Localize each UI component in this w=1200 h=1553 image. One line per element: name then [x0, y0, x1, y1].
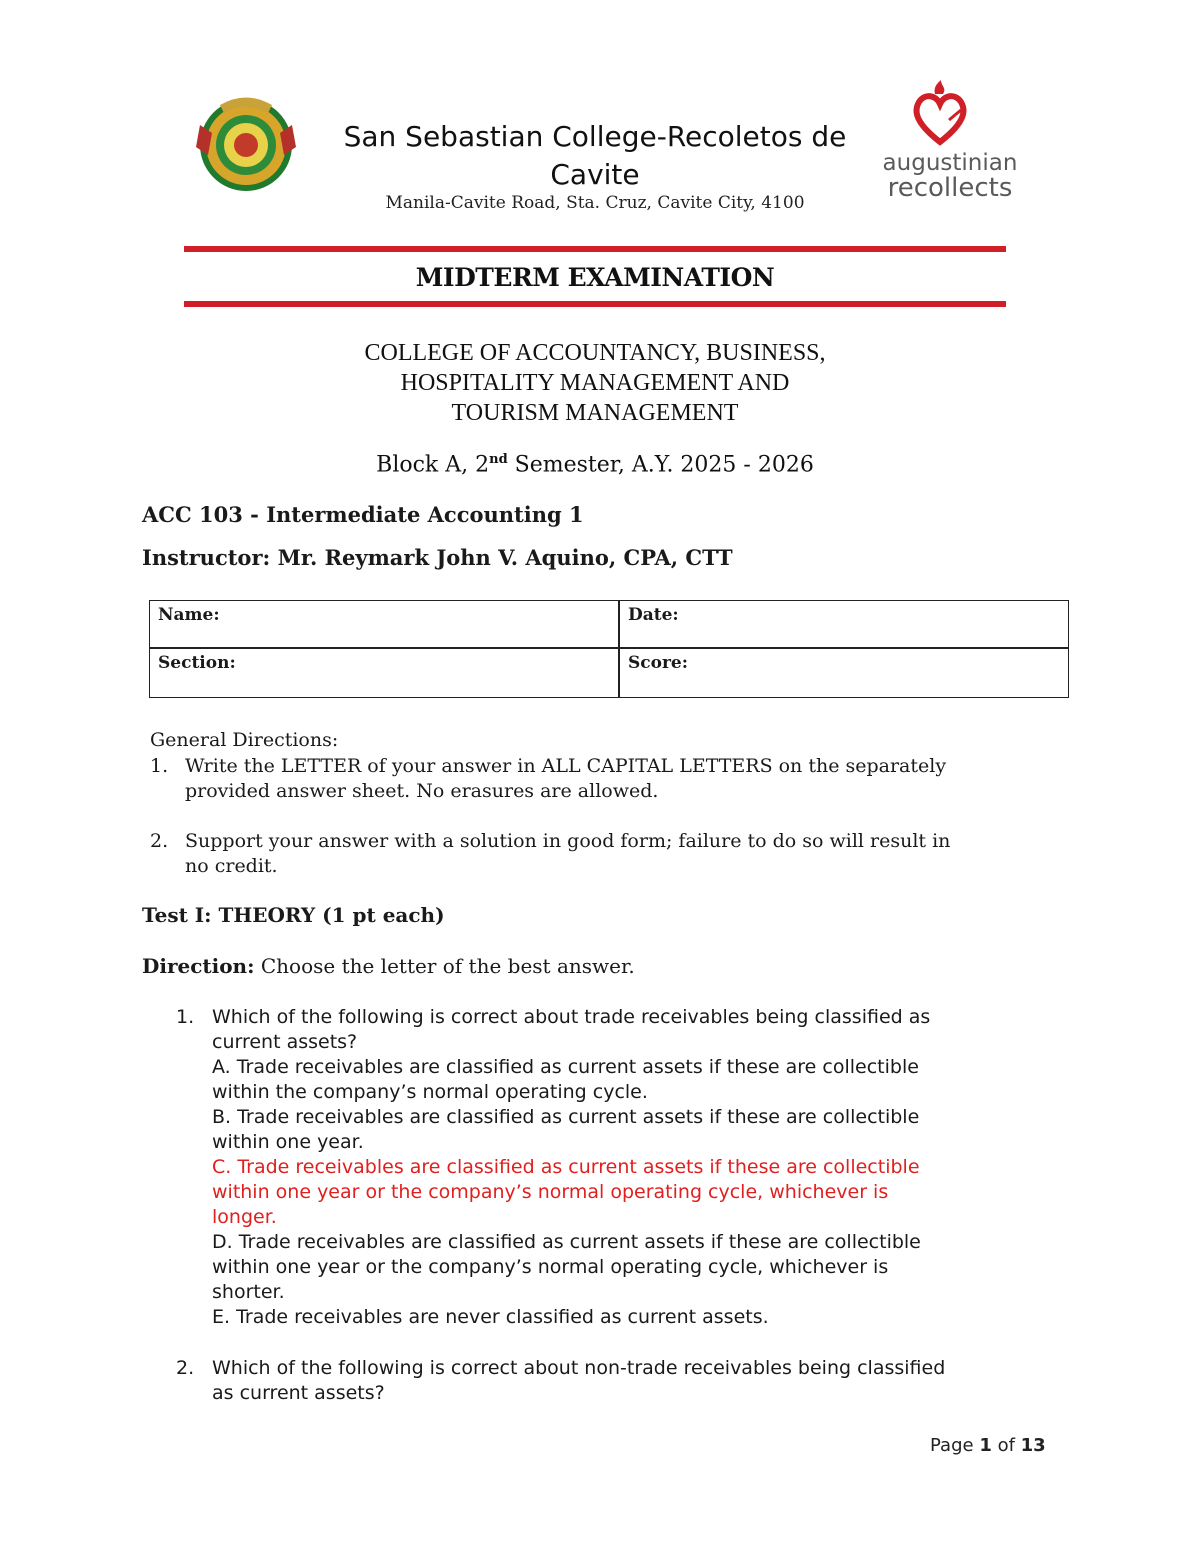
test-direction: Direction: Choose the letter of the best answer.	[142, 954, 635, 978]
test-heading: Test I: THEORY (1 pt each)	[142, 903, 445, 927]
direction-item-2-num: 2.	[150, 830, 169, 852]
question-2-num: 2.	[176, 1357, 195, 1379]
college-seal-logo	[190, 85, 302, 197]
question-1-num: 1.	[176, 1006, 195, 1028]
section-field-label[interactable]: Section:	[158, 653, 236, 673]
option-d-line3: shorter.	[212, 1281, 285, 1303]
option-a-line1: A. Trade receivables are classified as current assets if these are collectible	[212, 1056, 919, 1078]
college-line2: HOSPITALITY MANAGEMENT AND	[400, 370, 790, 396]
brand-text-line2: recollects	[887, 173, 1013, 203]
page-number: Page 1 of 13	[930, 1435, 1046, 1456]
option-b-line1: B. Trade receivables are classified as current assets if these are collectible	[212, 1106, 920, 1128]
course-title: ACC 103 - Intermediate Accounting 1	[142, 502, 584, 527]
name-field-label[interactable]: Name:	[158, 605, 220, 625]
date-field-label[interactable]: Date:	[628, 605, 679, 625]
option-c-line1-correct: C. Trade receivables are classified as current assets if these are collectible	[212, 1156, 920, 1178]
direction-item-1-line2: provided answer sheet. No erasures are allowed.	[185, 780, 659, 802]
question-2-stem-line2: as current assets?	[212, 1382, 385, 1404]
college-line1: COLLEGE OF ACCOUNTANCY, BUSINESS,	[364, 340, 826, 366]
direction-item-1-num: 1.	[150, 755, 169, 777]
student-info-table	[149, 600, 1069, 698]
bottom-divider	[184, 301, 1006, 307]
question-2-stem-line1: Which of the following is correct about non-trade receivables being classified	[212, 1357, 946, 1379]
option-e-line1: E. Trade receivables are never classified as current assets.	[212, 1306, 769, 1328]
question-1-stem-line2: current assets?	[212, 1031, 358, 1053]
option-a-line2: within the company’s normal operating cycle.	[212, 1081, 648, 1103]
option-d-line2: within one year or the company’s normal operating cycle, whichever is	[212, 1256, 889, 1278]
option-c-line2-correct: within one year or the company’s normal operating cycle, whichever is	[212, 1181, 889, 1203]
direction-item-1-line1: Write the LETTER of your answer in ALL CAPITAL LETTERS on the separately	[185, 755, 947, 777]
flaming-heart-icon	[905, 80, 975, 150]
option-b-line2: within one year.	[212, 1131, 364, 1153]
directions-heading: General Directions:	[150, 729, 339, 751]
question-1-stem-line1: Which of the following is correct about trade receivables being classified as	[212, 1006, 931, 1028]
instructor-line: Instructor: Mr. Reymark John V. Aquino, CPA, CTT	[142, 545, 733, 570]
top-divider	[184, 246, 1006, 252]
brand-text-line1: augustinian	[882, 150, 1018, 176]
exam-title: MIDTERM EXAMINATION	[415, 263, 775, 292]
direction-item-2-line2: no credit.	[185, 855, 278, 877]
option-d-line1: D. Trade receivables are classified as current assets if these are collectible	[212, 1231, 921, 1253]
score-field-label[interactable]: Score:	[628, 653, 689, 673]
school-name-line1: San Sebastian College-Recoletos de	[343, 120, 847, 153]
direction-item-2-line1: Support your answer with a solution in good form; failure to do so will result in	[185, 830, 951, 852]
school-name	[300, 118, 890, 194]
college-name	[200, 338, 990, 428]
school-address: Manila-Cavite Road, Sta. Cruz, Cavite City, 4100	[385, 193, 805, 213]
school-name-line2: Cavite	[550, 158, 640, 191]
option-c-line3-correct: longer.	[212, 1206, 277, 1228]
college-line3: TOURISM MANAGEMENT	[451, 400, 739, 426]
block-semester: Block A, 2nd Semester, A.Y. 2025 - 2026	[376, 452, 814, 478]
